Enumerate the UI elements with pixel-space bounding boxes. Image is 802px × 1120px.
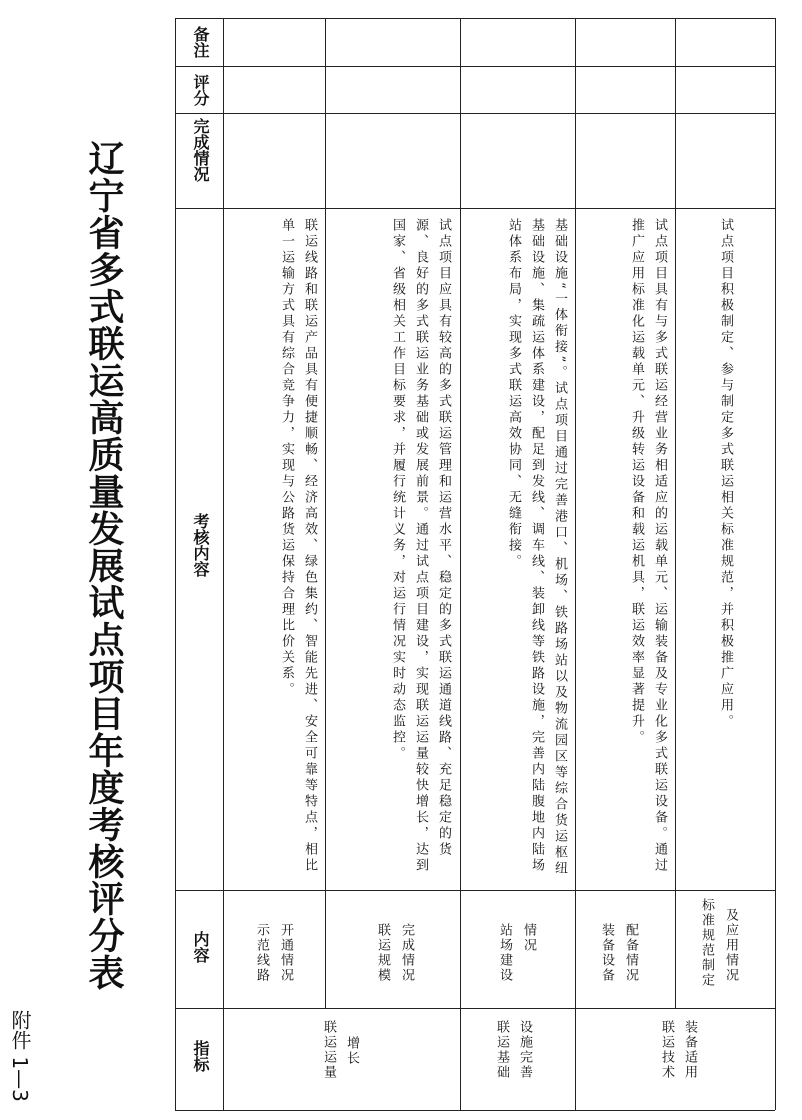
header-indicator: 指标 [191, 1040, 210, 1072]
col-line-remarks [175, 66, 775, 67]
col-line-item [175, 1008, 775, 1009]
col-line-content [175, 890, 775, 891]
indicator-1-line1: 联运运量 [321, 1020, 336, 1080]
item-4-line2: 配备情况 [623, 923, 638, 983]
score-table [175, 18, 775, 1110]
content-row-1: 联运线路和联运产品具有便捷顺畅、经济高效、绿色集约、智能先进、安全可靠等特点，相比单一运输方式具有综合竞争力，实现与公路货运保持合理比价关系。 [279, 218, 317, 874]
item-2-line2: 完成情况 [399, 923, 414, 983]
page-title: 辽宁省多式联运高质量发展试点项目年度考核评分表 [83, 140, 124, 991]
indicator-2-line2: 设施完善 [517, 1020, 532, 1080]
content-row-3: 基础设施“一体衔接”。试点项目通过完善港口、机场、铁路场站以及物流园区等综合货运枢纽基础设施、集疏运体系建设，配足到发线、调车线、装卸线等铁路设施，完善内陆腹地内陆场站体系布局，实现多式联运高效协同、无缝衔接。 [506, 218, 567, 878]
col-line-completion [175, 208, 775, 209]
row-line-1 [325, 18, 326, 1008]
row-line-3 [575, 18, 576, 1110]
item-5-line1: 标准规范制定 [699, 898, 714, 988]
table-border-bottom [175, 1110, 775, 1111]
content-row-5: 试点项目积极制定、参与制定多式联运相关标准规范，并积极推广应用。 [718, 218, 733, 730]
header-item: 内容 [191, 931, 210, 963]
table-border-right [775, 18, 776, 1110]
row-line-4 [675, 18, 676, 1008]
header-score: 评分 [191, 74, 210, 106]
table-border-left [175, 18, 176, 1110]
indicator-1-line2: 增长 [344, 1036, 359, 1066]
content-row-4: 试点项目具有与多式联运经营业务相适应的运载单元、运输装备及专业化多式联运设备。通过推广应用标准化运载单元、升级转运设备和载运机具，联运效率显著提升。 [629, 218, 667, 874]
header-remarks: 备注 [191, 26, 210, 58]
item-3-line1: 站场建设 [497, 923, 512, 983]
item-4-line1: 装备设备 [599, 923, 614, 983]
table-border-top [175, 18, 775, 19]
header-content: 考核内容 [191, 513, 210, 577]
item-3-line2: 情况 [521, 923, 536, 953]
item-1-line2: 开通情况 [278, 923, 293, 983]
item-1-line1: 示范线路 [254, 923, 269, 983]
row-line-2 [460, 18, 461, 1110]
content-row-2: 试点项目应具有较高的多式联运管理和运营水平、稳定的多式联运通道线路、充足稳定的货源、良好的多式联运业务基础或发展前景。通过试点项目建设，实现联运运量较快增长，达到国家、省级相关工作目标要求，并履行统计义务，对运行情况实时动态监控。 [390, 218, 451, 874]
indicator-2-line1: 联运基础 [494, 1020, 509, 1080]
item-5-line2: 及应用情况 [723, 908, 738, 983]
row-line-header [223, 18, 224, 1110]
indicator-3-line1: 联运技术 [659, 1020, 674, 1080]
attachment-label: 附件 1—3 [8, 1010, 32, 1102]
indicator-3-line2: 装备适用 [682, 1020, 697, 1080]
col-line-score [175, 113, 775, 114]
item-2-line1: 联运规模 [375, 923, 390, 983]
header-completion: 完成情况 [191, 118, 210, 182]
